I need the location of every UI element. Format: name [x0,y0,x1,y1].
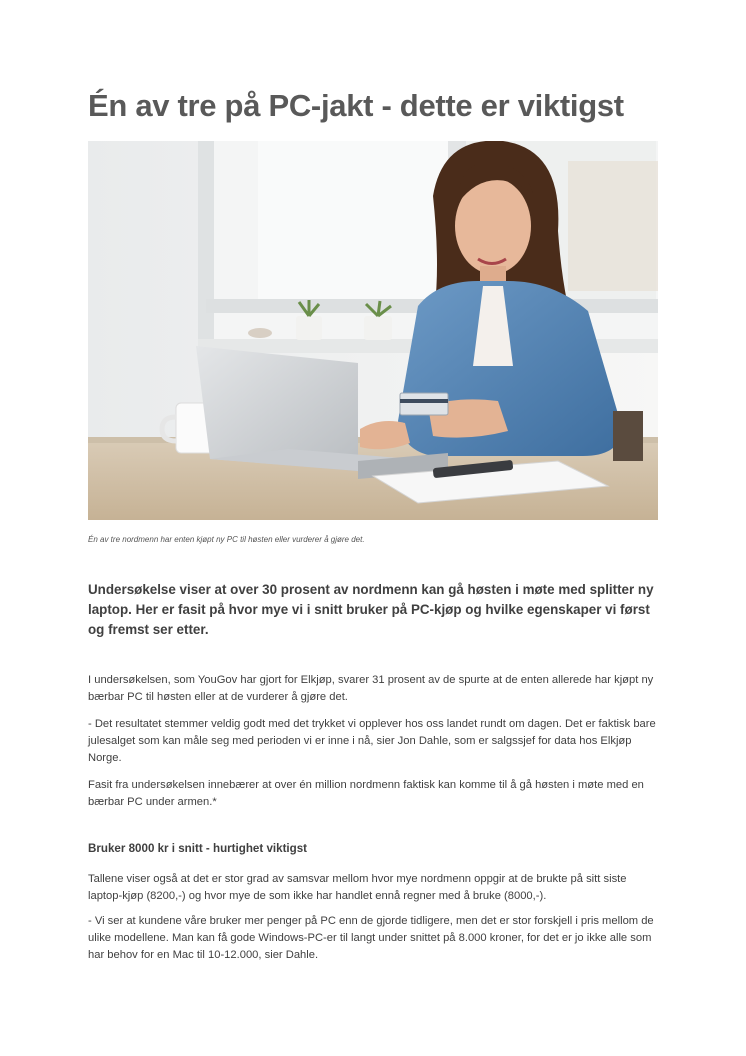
section-heading: Bruker 8000 kr i snitt - hurtighet viktigst [88,842,308,855]
paragraph: I undersøkelsen, som YouGov har gjort for Elkjøp, svarer 31 prosent av de spurte at de enten allerede har kjøpt ny bærbar PC til høsten eller at de vurderer å gjøre det. [88,674,654,703]
article-title: Én av tre på PC-jakt - dette er viktigst [88,88,624,123]
paragraph: Tallene viser også at det er stor grad av samsvar mellom hvor mye nordmenn oppgir at de brukte på sitt siste laptop-kjøp (8200,-) og hvor mye de som ikke har handlet ennå regner med å bruke (8000,-). [88,873,627,902]
hero-image [88,141,658,520]
image-caption: Én av tre nordmenn har enten kjøpt ny PC til høsten eller vurderer å gjøre det. [88,535,365,544]
paragraph: - Vi ser at kundene våre bruker mer penger på PC enn de gjorde tidligere, men det er stor forskjell i pris mellom de ulike modellene. Man kan få gode Windows-PC-er til langt under snittet på 8.000 kroner, for det er jo ikke alle som har behov for en Mac til 10-12.000, sier Dahle. [88,915,654,961]
article-lead: Undersøkelse viser at over 30 prosent av nordmenn kan gå høsten i møte med splitter ny laptop. Her er fasit på hvor mye vi i snitt bruker på PC-kjøp og hvilke egenskaper vi først og fremst ser etter. [88,582,654,637]
paragraph: - Det resultatet stemmer veldig godt med det trykket vi opplever hos oss landet rundt om dagen. Det er faktisk bare julesalget som kan måle seg med perioden vi er inne i nå, sier Jon Dahle, som er salgssjef for data hos Elkjøp Norge. [88,718,656,764]
paragraph: Fasit fra undersøkelsen innebærer at over én million nordmenn faktisk kan komme til å gå høsten i møte med en bærbar PC under armen.* [88,779,644,808]
